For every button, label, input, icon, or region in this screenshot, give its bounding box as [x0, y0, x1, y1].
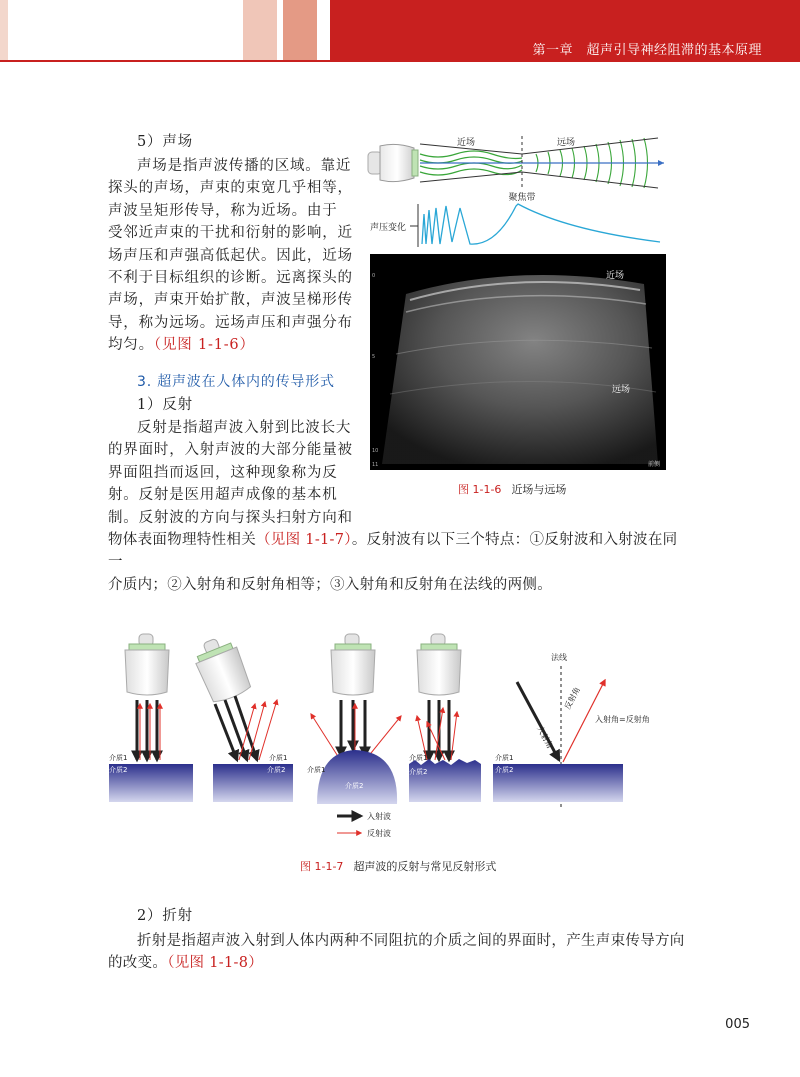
figure-reference[interactable]: （见图 1-1-6） — [153, 337, 255, 354]
medium2-label: 介质2 — [345, 782, 364, 790]
beam-edge-bottom — [420, 172, 522, 182]
medium2-label: 介质2 — [109, 766, 128, 774]
text-line — [108, 529, 688, 574]
text-span: 的改变。 — [108, 955, 168, 972]
figure-reference[interactable]: （见图 1-1-7） — [256, 532, 352, 548]
rough-medium — [409, 759, 481, 802]
text-line: 导，称为远场。远场声压和声强分布 — [108, 314, 353, 331]
curved-medium — [317, 750, 397, 804]
text-line — [108, 952, 688, 974]
text-line — [108, 334, 358, 356]
medium2-label: 介质2 — [267, 766, 286, 774]
figure-reference[interactable]: （见图 1-1-8） — [167, 955, 264, 972]
reflect-angle-label: 反射角 — [562, 685, 583, 711]
medium1-label: 介质1 — [495, 754, 514, 762]
focus-zone-label: 聚焦带 — [508, 193, 536, 203]
section-heading-sound-field: 5）声场 — [137, 134, 193, 150]
text-span: 。反射波有以下三个特点：①反射波和入射波在同一 — [108, 532, 678, 571]
reflection-diagram — [105, 632, 685, 847]
caption-number: 图 1-1-7 — [300, 860, 344, 873]
pressure-label: 声压变化 — [370, 223, 407, 233]
figure-legend — [337, 811, 391, 838]
text-line: 的界面时，入射声波的大部分能量被 — [108, 442, 353, 459]
svg-text:0: 0 — [372, 273, 376, 279]
sound-field-paragraph — [108, 155, 358, 357]
subheading-reflection: 1）反射 — [137, 397, 193, 413]
us-near-label: 近场 — [606, 271, 625, 281]
header-decor-block — [243, 0, 277, 60]
pressure-curve — [422, 204, 660, 244]
section-heading-propagation: 3. 超声波在人体内的传导形式 — [137, 374, 335, 390]
medium1-label: 介质1 — [307, 766, 326, 774]
near-field-label: 近场 — [456, 138, 476, 148]
caption-text: 超声波的反射与常见反射形式 — [353, 860, 497, 873]
text-line: 场声压和声强高低起伏。因此，近场 — [108, 247, 353, 264]
probe-icon — [331, 634, 375, 695]
header-rule — [0, 60, 800, 62]
normal-label: 法线 — [551, 653, 567, 662]
header-decor-block — [0, 0, 8, 60]
incident-angle-label: 入射角 — [535, 724, 555, 751]
text-line: 制。反射波的方向与探头扫射方向和 — [108, 509, 353, 526]
text-line: 受邻近声束的干扰和衍射的影响，近 — [108, 225, 353, 242]
beam-edge-top-far — [522, 138, 658, 154]
figure-near-far-field — [366, 134, 668, 474]
reflection-paragraph — [108, 417, 358, 529]
legend-incident: 入射波 — [367, 812, 391, 821]
page-number: 005 — [725, 1017, 750, 1032]
far-field-label: 远场 — [556, 138, 576, 148]
us-corner-label: 前侧 — [648, 461, 661, 468]
text-line: 射。反射是医用超声成像的基本机 — [108, 487, 338, 504]
figure-caption-1-1-7 — [300, 858, 496, 874]
beam-edge-bottom-far — [522, 172, 658, 188]
text-line: 声场是指声波传播的区域。靠近 — [137, 158, 352, 174]
text-line: 不利于目标组织的诊断。远离探头的 — [108, 270, 353, 287]
probe-icon — [368, 144, 418, 181]
probe-icon — [190, 632, 254, 705]
caption-text: 近场与远场 — [511, 483, 567, 496]
text-line: 探头的声场，声束的束宽几乎相等， — [108, 180, 353, 197]
text-line: 反射是指超声波入射到比波长大 — [137, 420, 352, 436]
text-line: 声波呈矩形传导，称为近场。由于 — [108, 202, 338, 219]
subheading-refraction: 2）折射 — [137, 908, 193, 924]
header-decor-block — [283, 0, 317, 60]
refraction-paragraph — [108, 930, 688, 975]
svg-text:5: 5 — [372, 354, 376, 360]
text-line: 声场，声束开始扩散，声波呈梯形传 — [108, 292, 353, 309]
figure-reflection-forms — [105, 632, 685, 847]
near-far-field-diagram — [366, 134, 668, 474]
reflection-paragraph-wide — [108, 529, 688, 596]
text-span: 物体表面物理特性相关 — [108, 532, 256, 548]
medium1-label: 介质1 — [269, 754, 288, 762]
ultrasound-image — [370, 254, 666, 470]
probe-icon — [125, 634, 169, 695]
chapter-title: 第一章 超声引导神经阻滞的基本原理 — [532, 43, 762, 58]
medium2-label: 介质2 — [495, 766, 514, 774]
probe-icon — [417, 634, 461, 695]
us-far-label: 远场 — [612, 385, 631, 395]
incident-wave-arrow — [517, 682, 559, 760]
angle-equation: 入射角=反射角 — [595, 715, 650, 724]
text-line: 界面阻挡而返回，这种现象称为反 — [108, 464, 338, 481]
text-line: 介质内；②入射角和反射角相等；③入射角和反射角在法线的两侧。 — [108, 576, 552, 593]
caption-number: 图 1-1-6 — [458, 483, 502, 496]
medium2-label: 介质2 — [409, 768, 428, 776]
figure-caption-1-1-6 — [458, 481, 566, 497]
svg-text:11: 11 — [372, 462, 379, 468]
medium1-label: 介质1 — [409, 754, 428, 762]
text-line: 折射是指超声波入射到人体内两种不同阻抗的介质之间的界面时，产生声束传导方向 — [137, 933, 685, 949]
medium1-label: 介质1 — [109, 754, 128, 762]
svg-text:10: 10 — [372, 448, 379, 454]
text-line-end: 均匀。 — [108, 337, 154, 354]
legend-reflect: 反射波 — [367, 829, 391, 838]
